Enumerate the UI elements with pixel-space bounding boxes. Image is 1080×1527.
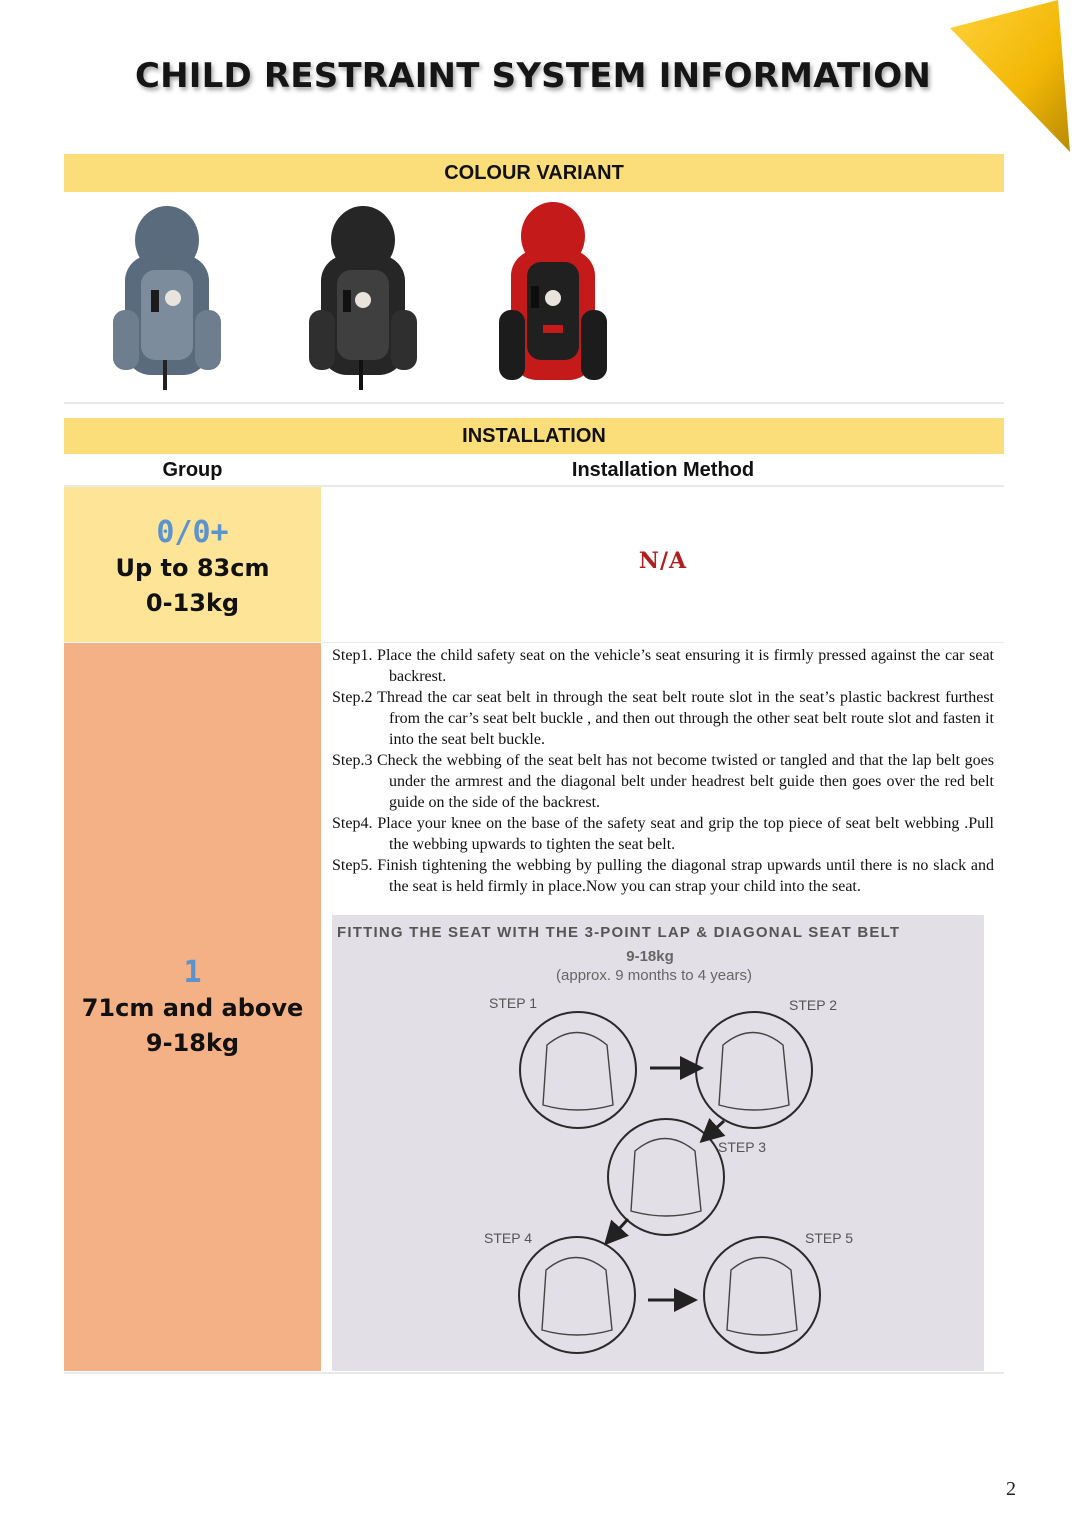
divider [64, 402, 1004, 404]
group-1-cell [64, 643, 321, 1371]
diagram-step-1-label: STEP 1 [489, 995, 537, 1011]
diagram-step-2-label: STEP 2 [789, 997, 837, 1013]
diagram-step-4-label: STEP 4 [484, 1230, 532, 1246]
page-title: CHILD RESTRAINT SYSTEM INFORMATION [134, 56, 932, 96]
group-0-cell [64, 487, 321, 642]
step-5-text: Step5. Finish tightening the webbing by pulling the diagonal strap upwards until there is no slack and the seat is held firmly in place.Now you can strap your child into the seat. [332, 857, 994, 895]
installation-steps [332, 645, 994, 897]
installation-heading: INSTALLATION [64, 418, 1004, 454]
group-1-number: 1 [183, 955, 202, 990]
step-2-text: Step.2 Thread the car seat belt in through the seat belt route slot in the seat’s plastic backrest furthest from the car’s seat belt buckle , and then out through the other seat belt route slot and fasten it into the seat belt buckle. [332, 689, 994, 748]
step-3-text: Step.3 Check the webbing of the seat belt has not become twisted or tangled and that the lap belt goes under the armrest and the diagonal belt under headrest belt guide then goes over the red belt guide on the side of the backrest. [332, 752, 994, 811]
page-number: 2 [1006, 1478, 1016, 1500]
row-divider [322, 642, 1004, 643]
group-column-header: Group [162, 459, 223, 481]
diagram-step-5-label: STEP 5 [805, 1230, 853, 1246]
group-0-method: N/A [638, 548, 688, 574]
group-0-height: Up to 83cm [115, 554, 270, 582]
diagram-title: FITTING THE SEAT WITH THE 3-POINT LAP & DIAGONAL SEAT BELT [337, 924, 901, 941]
step-1-text: Step1. Place the child safety seat on the vehicle’s seat ensuring it is firmly pressed against the car seat backrest. [332, 647, 994, 685]
group-0-weight: 0-13kg [145, 589, 240, 617]
bottom-divider [64, 1372, 1004, 1374]
fitting-diagram [332, 915, 984, 1371]
group-0-number: 0/0+ [156, 515, 229, 550]
diagram-age: (approx. 9 months to 4 years) [556, 967, 752, 984]
diagram-weight: 9-18kg [626, 948, 674, 965]
seat-image-grey-blue [107, 200, 227, 395]
step-4-text: Step4. Place your knee on the base of the safety seat and grip the top piece of seat belt webbing .Pull the webbing upwards to tighten the seat belt. [332, 815, 994, 853]
method-column-header: Installation Method [571, 459, 755, 481]
group-1-weight: 9-18kg [145, 1029, 240, 1057]
seat-image-black [303, 200, 423, 395]
diagram-step-3-label: STEP 3 [718, 1139, 766, 1155]
seat-image-red-black [493, 200, 613, 395]
colour-variant-heading: COLOUR VARIANT [64, 154, 1004, 192]
group-1-height: 71cm and above [81, 994, 304, 1022]
